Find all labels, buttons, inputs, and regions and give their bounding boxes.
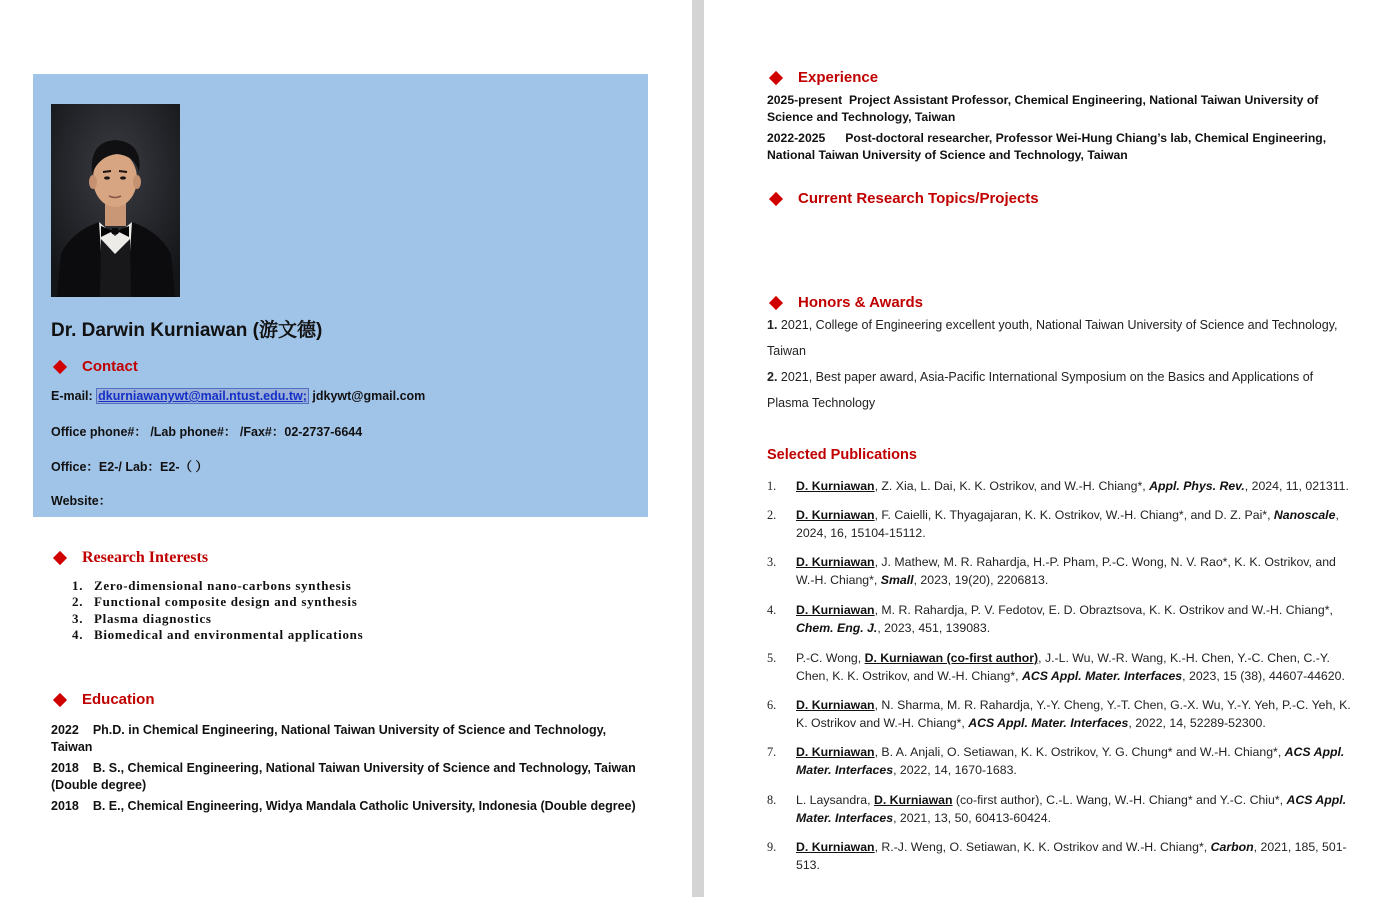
profile-photo (51, 104, 180, 297)
experience-heading (769, 69, 878, 86)
email-label: E-mail: (51, 389, 93, 403)
contact-heading (53, 358, 138, 375)
email-secondary: jdkywt@gmail.com (308, 389, 426, 403)
list-item: 3. Plasma diagnostics (72, 610, 212, 626)
portrait-image (51, 104, 180, 297)
honor-item: 1. 2021, College of Engineering excellent youth, National Taiwan University of Science and Technology, Taiwan (767, 318, 1338, 358)
phone-row: Office phone#： /Lab phone#： /Fax#：02-2737-6644 (51, 425, 363, 439)
contact-heading-label: Contact (82, 358, 138, 375)
current-research-heading (769, 190, 1039, 207)
publication-item: 8. L. Laysandra, D. Kurniawan (co-first author), C.-L. Wang, W.-H. Chiang* and Y.-C. Chiu*, ACS Appl. Mater. Interfaces, 2021, 13, 50, 60413-60424. (767, 793, 1347, 825)
list-item: 2. Functional composite design and synthesis (72, 594, 358, 610)
experience-item: 2022-2025 Post-doctoral researcher, Professor Wei-Hung Chiang’s lab, Chemical Engineering, National Taiwan University of Science and Technology, Taiwan (767, 131, 1327, 162)
email-primary-link[interactable]: dkurniawanywt@mail.ntust.edu.tw; (98, 389, 307, 403)
publication-item: 2. D. Kurniawan, F. Caielli, K. Thyagajaran, K. K. Ostrikov, W.-H. Chiang*, and D. Z. Pai*, Nanoscale, 2024, 16, 15104-15112. (767, 508, 1339, 540)
website-row: Website： (51, 494, 112, 508)
email-row (51, 389, 425, 403)
list-item: 1. Zero-dimensional nano-carbons synthesis (72, 578, 352, 593)
research-interests-list (72, 578, 363, 643)
publication-item: 5. P.-C. Wong, D. Kurniawan (co-first author), J.-L. Wu, W.-R. Wang, K.-H. Chen, Y.-C. Chen, C.-Y. Chen, K. K. Ostrikov, and W.-H. Chiang*, ACS Appl. Mater. Interfaces, 2023, 15 (38), 44607-44620. (767, 651, 1345, 683)
education-heading-label: Education (82, 691, 155, 708)
list-item: 4. Biomedical and environmental applications (72, 626, 364, 642)
diamond-bullet-icon (769, 70, 783, 84)
experience-heading-label: Experience (798, 69, 879, 86)
diamond-bullet-icon (769, 295, 783, 309)
publication-item: 1. D. Kurniawan, Z. Xia, L. Dai, K. K. Ostrikov, and W.-H. Chiang*, Appl. Phys. Rev., 2024, 11, 021311. (767, 479, 1349, 493)
publication-item: 7. D. Kurniawan, B. A. Anjali, O. Setiawan, K. K. Ostrikov, Y. G. Chung* and W.-H. Chiang*, ACS Appl. Mater. Interfaces, 2022, 14, 1670-1683. (767, 745, 1345, 777)
education-item: 2018 B. S., Chemical Engineering, National Taiwan University of Science and Technology, Taiwan (Double degree) (51, 761, 636, 792)
research-interests-heading (53, 549, 208, 567)
page-gutter (692, 0, 704, 897)
education-item: 2018 B. E., Chemical Engineering, Widya Mandala Catholic University, Indonesia (Double degree) (51, 799, 636, 813)
honors-heading (769, 294, 923, 311)
publication-item: 6. D. Kurniawan, N. Sharma, M. R. Rahardja, Y.-Y. Cheng, Y.-T. Chen, G.-X. Wu, Y.-Y. Yeh, P.-C. Yeh, K. K. Ostrikov and W.-H. Chiang*, ACS Appl. Mater. Interfaces, 2022, 14, 52289-52300. (767, 698, 1351, 730)
diamond-bullet-icon (769, 191, 783, 205)
office-row: Office：E2-/ Lab：E2-（ ） (51, 460, 208, 474)
publication-item: 9. D. Kurniawan, R.-J. Weng, O. Setiawan, K. K. Ostrikov and W.-H. Chiang*, Carbon, 2021, 185, 501-513. (767, 840, 1347, 872)
publication-item: 4. D. Kurniawan, M. R. Rahardja, P. V. Fedotov, E. D. Obraztsova, K. K. Ostrikov and W.-H. Chiang*, Chem. Eng. J., 2023, 451, 139083. (767, 603, 1333, 635)
honor-item: 2. 2021, Best paper award, Asia-Pacific International Symposium on the Basics and Applications of Plasma Technology (767, 370, 1314, 410)
honors-heading-label: Honors & Awards (798, 294, 924, 311)
research-interests-label: Research Interests (82, 549, 209, 566)
current-research-heading-label: Current Research Topics/Projects (798, 190, 1039, 207)
profile-name: Dr. Darwin Kurniawan (游文德) (51, 320, 323, 341)
publication-item: 3. D. Kurniawan, J. Mathew, M. R. Rahardja, H.-P. Pham, P.-C. Wong, N. V. Rao*, K. K. Ostrikov, and W.-H. Chiang*, Small, 2023, 19(20), 2206813. (767, 555, 1336, 587)
diamond-bullet-icon (53, 359, 67, 373)
education-item: 2022 Ph.D. in Chemical Engineering, National Taiwan University of Science and Technology, Taiwan (51, 723, 607, 754)
experience-item: 2025-present Project Assistant Professor, Chemical Engineering, National Taiwan University of Science and Technology, Taiwan (767, 93, 1319, 124)
diamond-bullet-icon (53, 551, 67, 565)
diamond-bullet-icon (53, 692, 67, 706)
education-heading (53, 691, 155, 708)
publications-heading: Selected Publications (767, 447, 917, 463)
